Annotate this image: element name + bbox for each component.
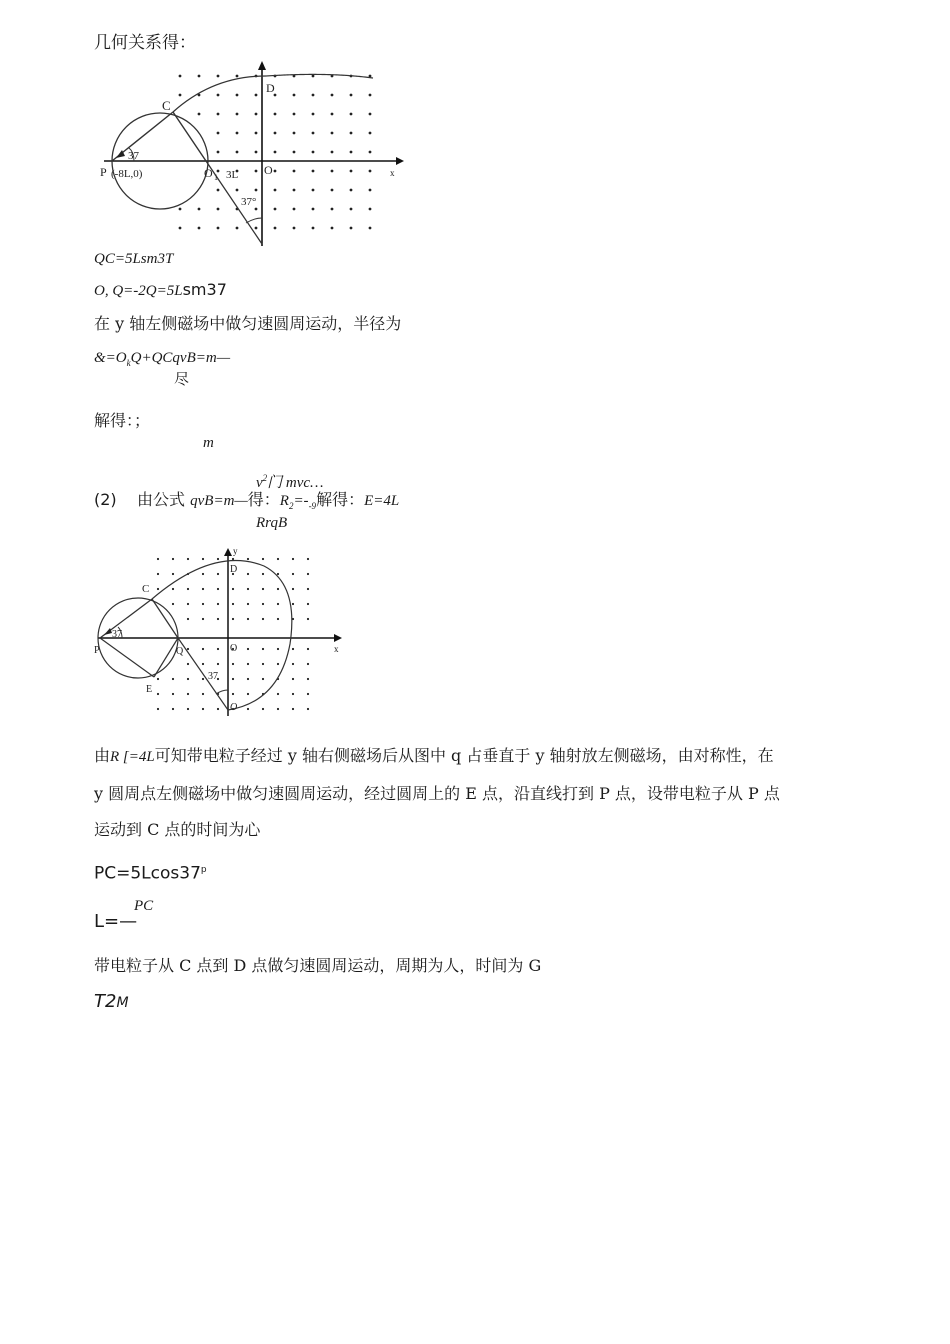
field-dot xyxy=(331,227,334,230)
field-dot xyxy=(198,208,201,211)
para-line-2: y 圆周点左侧磁场中做匀速圆周运动，经过圆周上的 E 点，沿直线打到 P 点，设带电粒子从 P 点 xyxy=(94,784,780,803)
field-dot xyxy=(262,678,264,680)
field-dot xyxy=(331,151,334,154)
field-dot xyxy=(312,113,315,116)
field-dot xyxy=(293,227,296,230)
field-dot xyxy=(293,94,296,97)
field-dot xyxy=(232,558,234,560)
fig2-label-o-bottom: O xyxy=(230,702,238,713)
field-dot xyxy=(262,648,264,650)
fig1-label-o1-sub: 1 xyxy=(214,173,218,182)
field-dot xyxy=(331,94,334,97)
field-dot xyxy=(312,208,315,211)
field-dot xyxy=(247,663,249,665)
field-dot xyxy=(217,708,219,710)
field-dot xyxy=(255,151,258,154)
eq-o1q: O, Q=-2Q=5Lsm37 xyxy=(94,280,227,299)
field-dot xyxy=(307,603,309,605)
fig1-label-p: P xyxy=(100,165,107,179)
field-dot xyxy=(187,663,189,665)
eq-period: T2M xyxy=(94,991,129,1012)
field-dot xyxy=(277,693,279,695)
field-dot xyxy=(307,573,309,575)
field-dot xyxy=(312,151,315,154)
field-dot xyxy=(369,132,372,135)
eq-radius-denominator: 尽 xyxy=(174,370,190,388)
field-dot xyxy=(217,648,219,650)
field-dot xyxy=(369,208,372,211)
field-dot xyxy=(350,170,353,173)
fig2-label-x: x xyxy=(334,644,339,654)
field-dot xyxy=(236,113,239,116)
field-dot xyxy=(232,603,234,605)
field-dot xyxy=(217,189,220,192)
para-line-3: 运动到 C 点的时间为心 xyxy=(94,820,261,839)
field-dot xyxy=(179,94,182,97)
field-dot xyxy=(293,113,296,116)
field-dot xyxy=(179,75,182,78)
field-dot xyxy=(274,113,277,116)
fig1-label-angle-low: 37° xyxy=(241,196,257,208)
field-dot xyxy=(157,708,159,710)
field-dot xyxy=(247,588,249,590)
field-dot xyxy=(157,693,159,695)
field-dot xyxy=(293,189,296,192)
field-dot xyxy=(247,708,249,710)
field-dot xyxy=(293,170,296,173)
field-dot xyxy=(312,75,315,78)
field-dot xyxy=(255,94,258,97)
field-dot xyxy=(217,603,219,605)
field-dot xyxy=(202,663,204,665)
field-dot xyxy=(247,693,249,695)
field-dot xyxy=(232,618,234,620)
field-dot xyxy=(293,208,296,211)
field-dot xyxy=(217,618,219,620)
field-dot xyxy=(307,588,309,590)
field-dot xyxy=(247,603,249,605)
field-dot xyxy=(277,558,279,560)
field-dot xyxy=(274,151,277,154)
fig1-label-c: C xyxy=(162,98,171,113)
field-dot xyxy=(369,94,372,97)
field-dot xyxy=(187,648,189,650)
solve-text-1: 解得：； xyxy=(94,411,151,430)
field-dot xyxy=(369,113,372,116)
field-dot xyxy=(331,132,334,135)
field-dot xyxy=(350,113,353,116)
field-dot xyxy=(277,618,279,620)
field-dot xyxy=(255,170,258,173)
field-dot xyxy=(277,663,279,665)
field-dot xyxy=(236,94,239,97)
field-dot xyxy=(247,558,249,560)
field-dot xyxy=(312,189,315,192)
field-dot xyxy=(262,708,264,710)
field-dot xyxy=(232,678,234,680)
field-dot xyxy=(187,678,189,680)
fig1-label-o: O xyxy=(264,163,273,177)
field-dot xyxy=(350,208,353,211)
eq-qc: QC=5Lsm3T xyxy=(94,251,174,267)
field-dot xyxy=(255,189,258,192)
field-dot xyxy=(172,588,174,590)
fig2-label-angle-p: 37 xyxy=(112,629,122,640)
field-dot xyxy=(198,227,201,230)
p2-lower: RrqB xyxy=(256,515,288,531)
field-dot xyxy=(262,588,264,590)
field-dot xyxy=(277,573,279,575)
para-line-1: 由R [=4L可知带电粒子经过 y 轴右侧磁场后从图中 q 占垂直于 y 轴射放左侧磁场，由对称性，在 xyxy=(94,746,774,765)
field-dot xyxy=(293,132,296,135)
field-dot xyxy=(247,573,249,575)
field-dot xyxy=(274,189,277,192)
field-dot xyxy=(157,678,159,680)
left-field-motion-text: 在 y 轴左侧磁场中做匀速圆周运动，半径为 xyxy=(94,314,402,333)
field-dot xyxy=(277,648,279,650)
field-dot xyxy=(369,189,372,192)
field-dot xyxy=(217,151,220,154)
field-dot xyxy=(217,227,220,230)
fig1-label-o1: O xyxy=(204,166,213,180)
field-dot xyxy=(202,648,204,650)
field-dot xyxy=(187,588,189,590)
field-dot xyxy=(247,618,249,620)
field-dot xyxy=(307,693,309,695)
field-dot xyxy=(350,189,353,192)
field-dot xyxy=(232,663,234,665)
field-dot xyxy=(202,708,204,710)
field-dot xyxy=(217,573,219,575)
field-dot xyxy=(312,170,315,173)
field-dot xyxy=(274,227,277,230)
fig2-label-o: O xyxy=(230,643,238,654)
field-dot xyxy=(236,189,239,192)
field-dot xyxy=(369,170,372,173)
field-dot xyxy=(292,663,294,665)
field-dot xyxy=(198,75,201,78)
field-dot xyxy=(350,132,353,135)
field-dot xyxy=(217,208,220,211)
field-dot xyxy=(202,693,204,695)
field-dot xyxy=(312,227,315,230)
fig2-label-c: C xyxy=(142,583,150,595)
field-dot xyxy=(172,573,174,575)
field-dot xyxy=(292,693,294,695)
field-dot xyxy=(277,603,279,605)
figure-magnetic-field-2 xyxy=(94,544,349,724)
cd-motion-text: 带电粒子从 C 点到 D 点做匀速圆周运动，周期为人，时间为 G xyxy=(94,956,542,975)
field-dot xyxy=(292,708,294,710)
field-dot xyxy=(202,618,204,620)
field-dot xyxy=(179,208,182,211)
field-dot xyxy=(255,227,258,230)
fig2-label-q: Q xyxy=(176,646,184,657)
field-dot xyxy=(217,170,220,173)
field-dot xyxy=(307,618,309,620)
field-dot xyxy=(274,132,277,135)
field-dot xyxy=(274,208,277,211)
field-dot xyxy=(236,151,239,154)
field-dot xyxy=(331,189,334,192)
eq-l-numerator: PC xyxy=(134,898,154,914)
field-dot xyxy=(312,132,315,135)
field-dot xyxy=(187,708,189,710)
section-heading: 几何关系得： xyxy=(94,33,196,53)
field-dot xyxy=(187,558,189,560)
field-dot xyxy=(277,708,279,710)
field-dot xyxy=(232,693,234,695)
field-dot xyxy=(202,558,204,560)
field-dot xyxy=(293,151,296,154)
field-dot xyxy=(262,558,264,560)
field-dot xyxy=(262,603,264,605)
field-dot xyxy=(255,113,258,116)
field-dot xyxy=(292,558,294,560)
fig1-label-d: D xyxy=(266,81,275,95)
field-dot xyxy=(255,132,258,135)
field-dot xyxy=(307,648,309,650)
eq-l: L=— xyxy=(94,911,138,932)
field-dot xyxy=(202,603,204,605)
fig2-label-e: E xyxy=(146,684,153,695)
eq-pc: $PC=5Lcos37^p$ xyxy=(94,863,207,884)
fig2-label-d: D xyxy=(230,564,238,575)
field-dot xyxy=(350,94,353,97)
field-dot xyxy=(307,663,309,665)
solve-m: m xyxy=(203,435,214,451)
part2-line: (2) 由公式 qvB=m—得：$R_2=-_{-9}$解得：E=4L xyxy=(94,490,400,512)
field-dot xyxy=(369,227,372,230)
field-dot xyxy=(157,573,159,575)
fig2-label-p: P xyxy=(94,645,100,656)
field-dot xyxy=(236,132,239,135)
fig2-label-angle-low: 37 xyxy=(208,671,218,682)
field-dot xyxy=(217,94,220,97)
field-dot xyxy=(157,558,159,560)
field-dot xyxy=(172,708,174,710)
field-dot xyxy=(236,227,239,230)
field-dot xyxy=(277,588,279,590)
fig2-label-y: y xyxy=(233,546,238,556)
field-dot xyxy=(202,678,204,680)
field-dot xyxy=(331,113,334,116)
field-dot xyxy=(331,170,334,173)
fig1-label-angle-p: 37 xyxy=(128,150,139,162)
field-dot xyxy=(312,94,315,97)
field-dot xyxy=(179,227,182,230)
fig1-label-x: x xyxy=(390,168,395,178)
field-dot xyxy=(262,663,264,665)
p2-upper: $v^2$门 mvc… xyxy=(256,473,324,491)
field-dot xyxy=(236,75,239,78)
fig1-label-3l: 3L xyxy=(226,169,239,181)
field-dot xyxy=(307,558,309,560)
field-dot xyxy=(217,75,220,78)
field-dot xyxy=(247,678,249,680)
field-dot xyxy=(292,678,294,680)
field-dot xyxy=(262,618,264,620)
field-dot xyxy=(198,113,201,116)
field-dot xyxy=(217,132,220,135)
field-dot xyxy=(217,663,219,665)
field-dot xyxy=(172,693,174,695)
field-dot xyxy=(247,648,249,650)
field-dot xyxy=(292,603,294,605)
field-dot xyxy=(232,588,234,590)
fig1-label-p-coord: (-8L,0) xyxy=(111,168,143,180)
field-dot xyxy=(307,708,309,710)
field-dot xyxy=(369,151,372,154)
field-dot xyxy=(350,151,353,154)
field-dot xyxy=(202,588,204,590)
field-dot xyxy=(217,113,220,116)
field-dot xyxy=(307,678,309,680)
field-dot xyxy=(255,208,258,211)
field-dot xyxy=(202,573,204,575)
field-dot xyxy=(274,170,277,173)
field-dot xyxy=(292,588,294,590)
field-dot xyxy=(187,618,189,620)
field-dot xyxy=(217,558,219,560)
field-dot xyxy=(331,208,334,211)
field-dot xyxy=(157,588,159,590)
field-dot xyxy=(187,693,189,695)
field-dot xyxy=(217,588,219,590)
field-dots xyxy=(157,558,309,710)
field-dot xyxy=(350,227,353,230)
field-dot xyxy=(292,573,294,575)
field-dot xyxy=(292,648,294,650)
field-dot xyxy=(262,573,264,575)
field-dot xyxy=(172,603,174,605)
figure-magnetic-field-1 xyxy=(98,58,408,248)
field-dot xyxy=(172,678,174,680)
field-dot xyxy=(172,558,174,560)
eq-radius: $\&=O_kQ+QCqvB=m—$ xyxy=(94,350,231,368)
field-dot xyxy=(187,603,189,605)
